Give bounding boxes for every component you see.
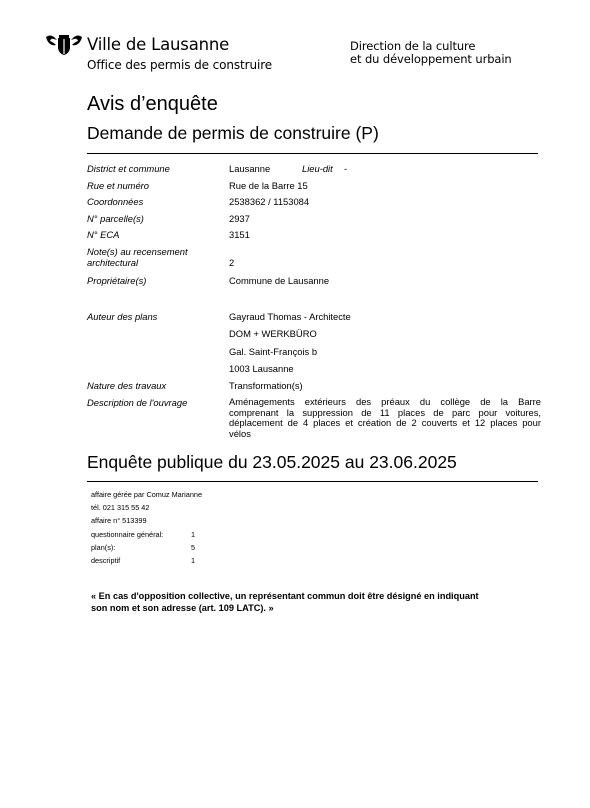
works-value: Transformation(s) [229, 380, 303, 391]
office-name: Office des permis de construire [87, 58, 273, 72]
enquiry-period: Enquête publique du 23.05.2025 au 23.06.2025 [87, 452, 457, 472]
notice-line-1: « En cas d'opposition collective, un représentant commun doit être désigné en indiquant [91, 591, 479, 601]
eca-value: 3151 [229, 229, 250, 240]
district-label: District et commune [87, 163, 170, 174]
heritage-note-label-line-2: architectural [87, 257, 139, 268]
notice-title: Avis d’enquête [87, 93, 218, 115]
department-line-2: et du développement urbain [350, 52, 512, 66]
district-value: Lausanne [229, 163, 271, 174]
parcel-label: N° parcelle(s) [87, 213, 144, 224]
descriptive-value: 1 [191, 556, 196, 565]
lausanne-coat-of-arms-icon [44, 33, 84, 55]
plans-label: plan(s): [91, 543, 116, 552]
description-value [229, 397, 541, 439]
heritage-note-label-line-1: Note(s) au recensement [87, 246, 188, 257]
description-line-2: comprenant la suppression de 11 places de parc pour voitures, [229, 406, 541, 418]
case-number: affaire n° 513399 [91, 516, 147, 525]
author-label: Auteur des plans [87, 311, 158, 322]
parcel-value: 2937 [229, 213, 250, 224]
case-phone: tél. 021 315 55 42 [91, 503, 150, 512]
owner-value: Commune de Lausanne [229, 275, 330, 286]
lieu-dit-label: Lieu-dit [302, 163, 333, 174]
heritage-note-value: 2 [229, 257, 235, 268]
collective-opposition-notice [91, 591, 541, 614]
questionnaire-label: questionnaire général: [91, 530, 164, 539]
enquiry-divider [87, 481, 538, 482]
notice-subtitle: Demande de permis de construire (P) [87, 123, 379, 143]
street-value: Rue de la Barre 15 [229, 180, 308, 191]
description-label: Description de l'ouvrage [87, 397, 188, 408]
plans-value: 5 [191, 543, 196, 552]
owner-label: Propriétaire(s) [87, 275, 147, 286]
eca-label: N° ECA [87, 229, 120, 240]
coordinates-value: 2538362 / 1153084 [229, 196, 310, 207]
case-managed-by: affaire gérée par Comuz Marianne [91, 490, 202, 499]
author-line-2: DOM + WERKBÜRO [229, 328, 317, 339]
questionnaire-value: 1 [191, 530, 196, 539]
department-name [350, 40, 512, 66]
author-line-4: 1003 Lausanne [229, 363, 294, 374]
description-line-1: Aménagements extérieurs des préaux du collège de la Barre [229, 396, 541, 407]
city-name: Ville de Lausanne [87, 35, 230, 54]
author-line-3: Gal. Saint-François b [229, 346, 318, 357]
lieu-dit-value: - [344, 163, 348, 174]
works-label: Nature des travaux [87, 380, 167, 391]
department-line-1: Direction de la culture [350, 39, 476, 53]
description-line-4: vélos [229, 427, 251, 439]
descriptive-label: descriptif [91, 556, 121, 565]
street-label: Rue et numéro [87, 180, 150, 191]
author-line-1: Gayraud Thomas - Architecte [229, 311, 351, 322]
coordinates-label: Coordonnées [87, 196, 144, 207]
description-line-3: déplacement de 4 places et création de 2 couverts et 12 places pour [229, 417, 541, 429]
title-divider [87, 153, 538, 154]
notice-line-2: son nom et son adresse (art. 109 LATC). » [91, 602, 274, 613]
